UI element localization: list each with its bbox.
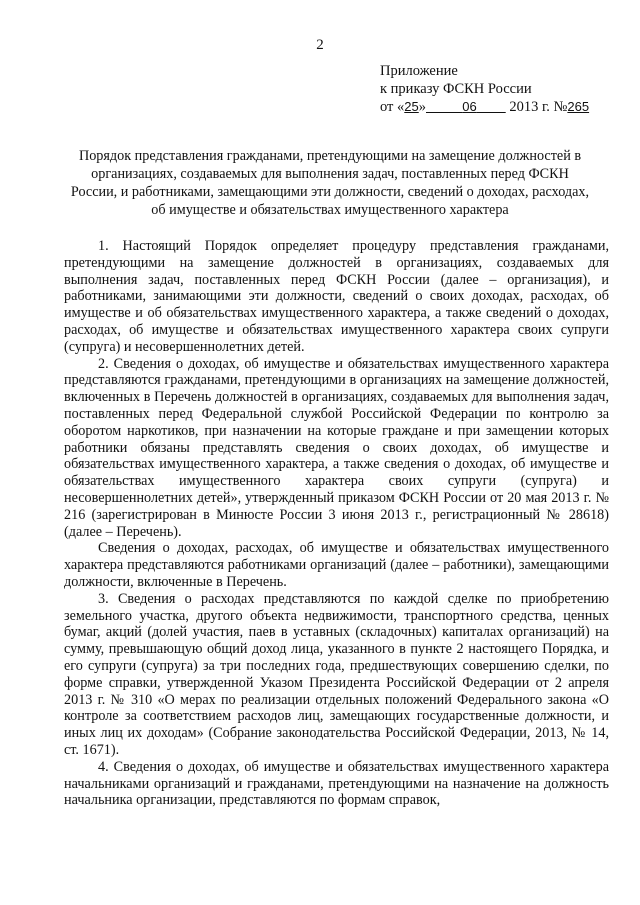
paragraph: Сведения о доходах, расходах, об имуществе и обязательствах имущественного характера представляются работниками организаций (далее – работники), замещающими должности, включенные в Перечень. <box>64 540 609 590</box>
paragraph: 4. Сведения о доходах, об имуществе и обязательствах имущественного характера начальниками организаций и гражданами, претендующими на назначение на должность начальника организации, представляются по формам справок, <box>64 758 609 809</box>
page-number: 2 <box>316 37 324 53</box>
appendix-date-line <box>380 98 630 116</box>
date-month-line <box>426 99 506 115</box>
paragraph: 2. Сведения о доходах, об имуществе и обязательствах имущественного характера представляются гражданами, претендующими в организациях на замещение должностей, включенных в Перечень должностей в организациях, создаваемых для выполнения задач, поставленных перед Федеральной службой Российской Федерации по контролю за оборотом наркотиков, при назначении на которые граждане и при замещении которых работники обязаны представлять сведения о своих доходах, об имуществе и обязательствах имущественного характера, а также сведения о доходах, об имуществе и обязательствах имущественного характера своих супруги (супруга) и несовершеннолетних детей», утвержденный приказом ФСКН России от 20 мая 2013 г. № 216 (зарегистрирован в Минюсте России 3 июня 2013 г., регистрационный № 28618) (далее – Перечень). <box>64 355 609 540</box>
document-body <box>64 238 609 809</box>
paragraph: 3. Сведения о расходах представляются по каждой сделке по приобретению земельного участка, другого объекта недвижимости, транспортного средства, ценных бумаг, акций (долей участия, паев в уставных (складочных) капиталах организаций) на сумму, превышающую общий доход лица, указанного в пункте 2 настоящего Порядка, и его супруги (супруга) за три последних года, предшествующих совершению сделки, по форме справки, утвержденной Указом Президента Российской Федерации от 2 апреля 2013 г. № 310 «О мерах по реализации отдельных положений Федерального закона «О контроле за соответствием расходов лиц, замещающих государственные должности, и иных лиц их доходам» (Собрание законодательства Российской Федерации, 2013, № 14, ст. 1671). <box>64 590 609 758</box>
date-day: 25 <box>404 99 419 114</box>
appendix-order-ref: к приказу ФСКН России <box>380 81 532 97</box>
paragraph: 1. Настоящий Порядок определяет процедуру представления гражданами, претендующими на замещение должностей в организациях, создаваемых для выполнения задач, поставленных перед ФСКН России (далее – организация), и работниками, занимающими эти должности, сведений о своих доходах, расходах, об имуществе и об обязательствах имущественного характера, а также сведений о доходах, расходах, об имуществе и обязательствах имущественного характера своих супруги (супруга) и несовершеннолетних детей. <box>64 238 609 355</box>
appendix-label: Приложение <box>380 63 458 79</box>
order-number: 265 <box>567 99 590 114</box>
date-mid: » <box>418 99 426 115</box>
appendix-header <box>380 62 630 116</box>
document-title: Порядок представления гражданами, претендующими на замещение должностей в организациях, создаваемых для выполнения задач, поставленных перед ФСКН России, и работниками, замещающими эти должности, сведений о доходах, расходах, об имуществе и обязательствах имущественного характера <box>70 148 590 218</box>
date-prefix: от « <box>380 99 405 115</box>
date-year: 2013 г. № <box>509 99 568 115</box>
date-month: 06 <box>462 99 477 114</box>
